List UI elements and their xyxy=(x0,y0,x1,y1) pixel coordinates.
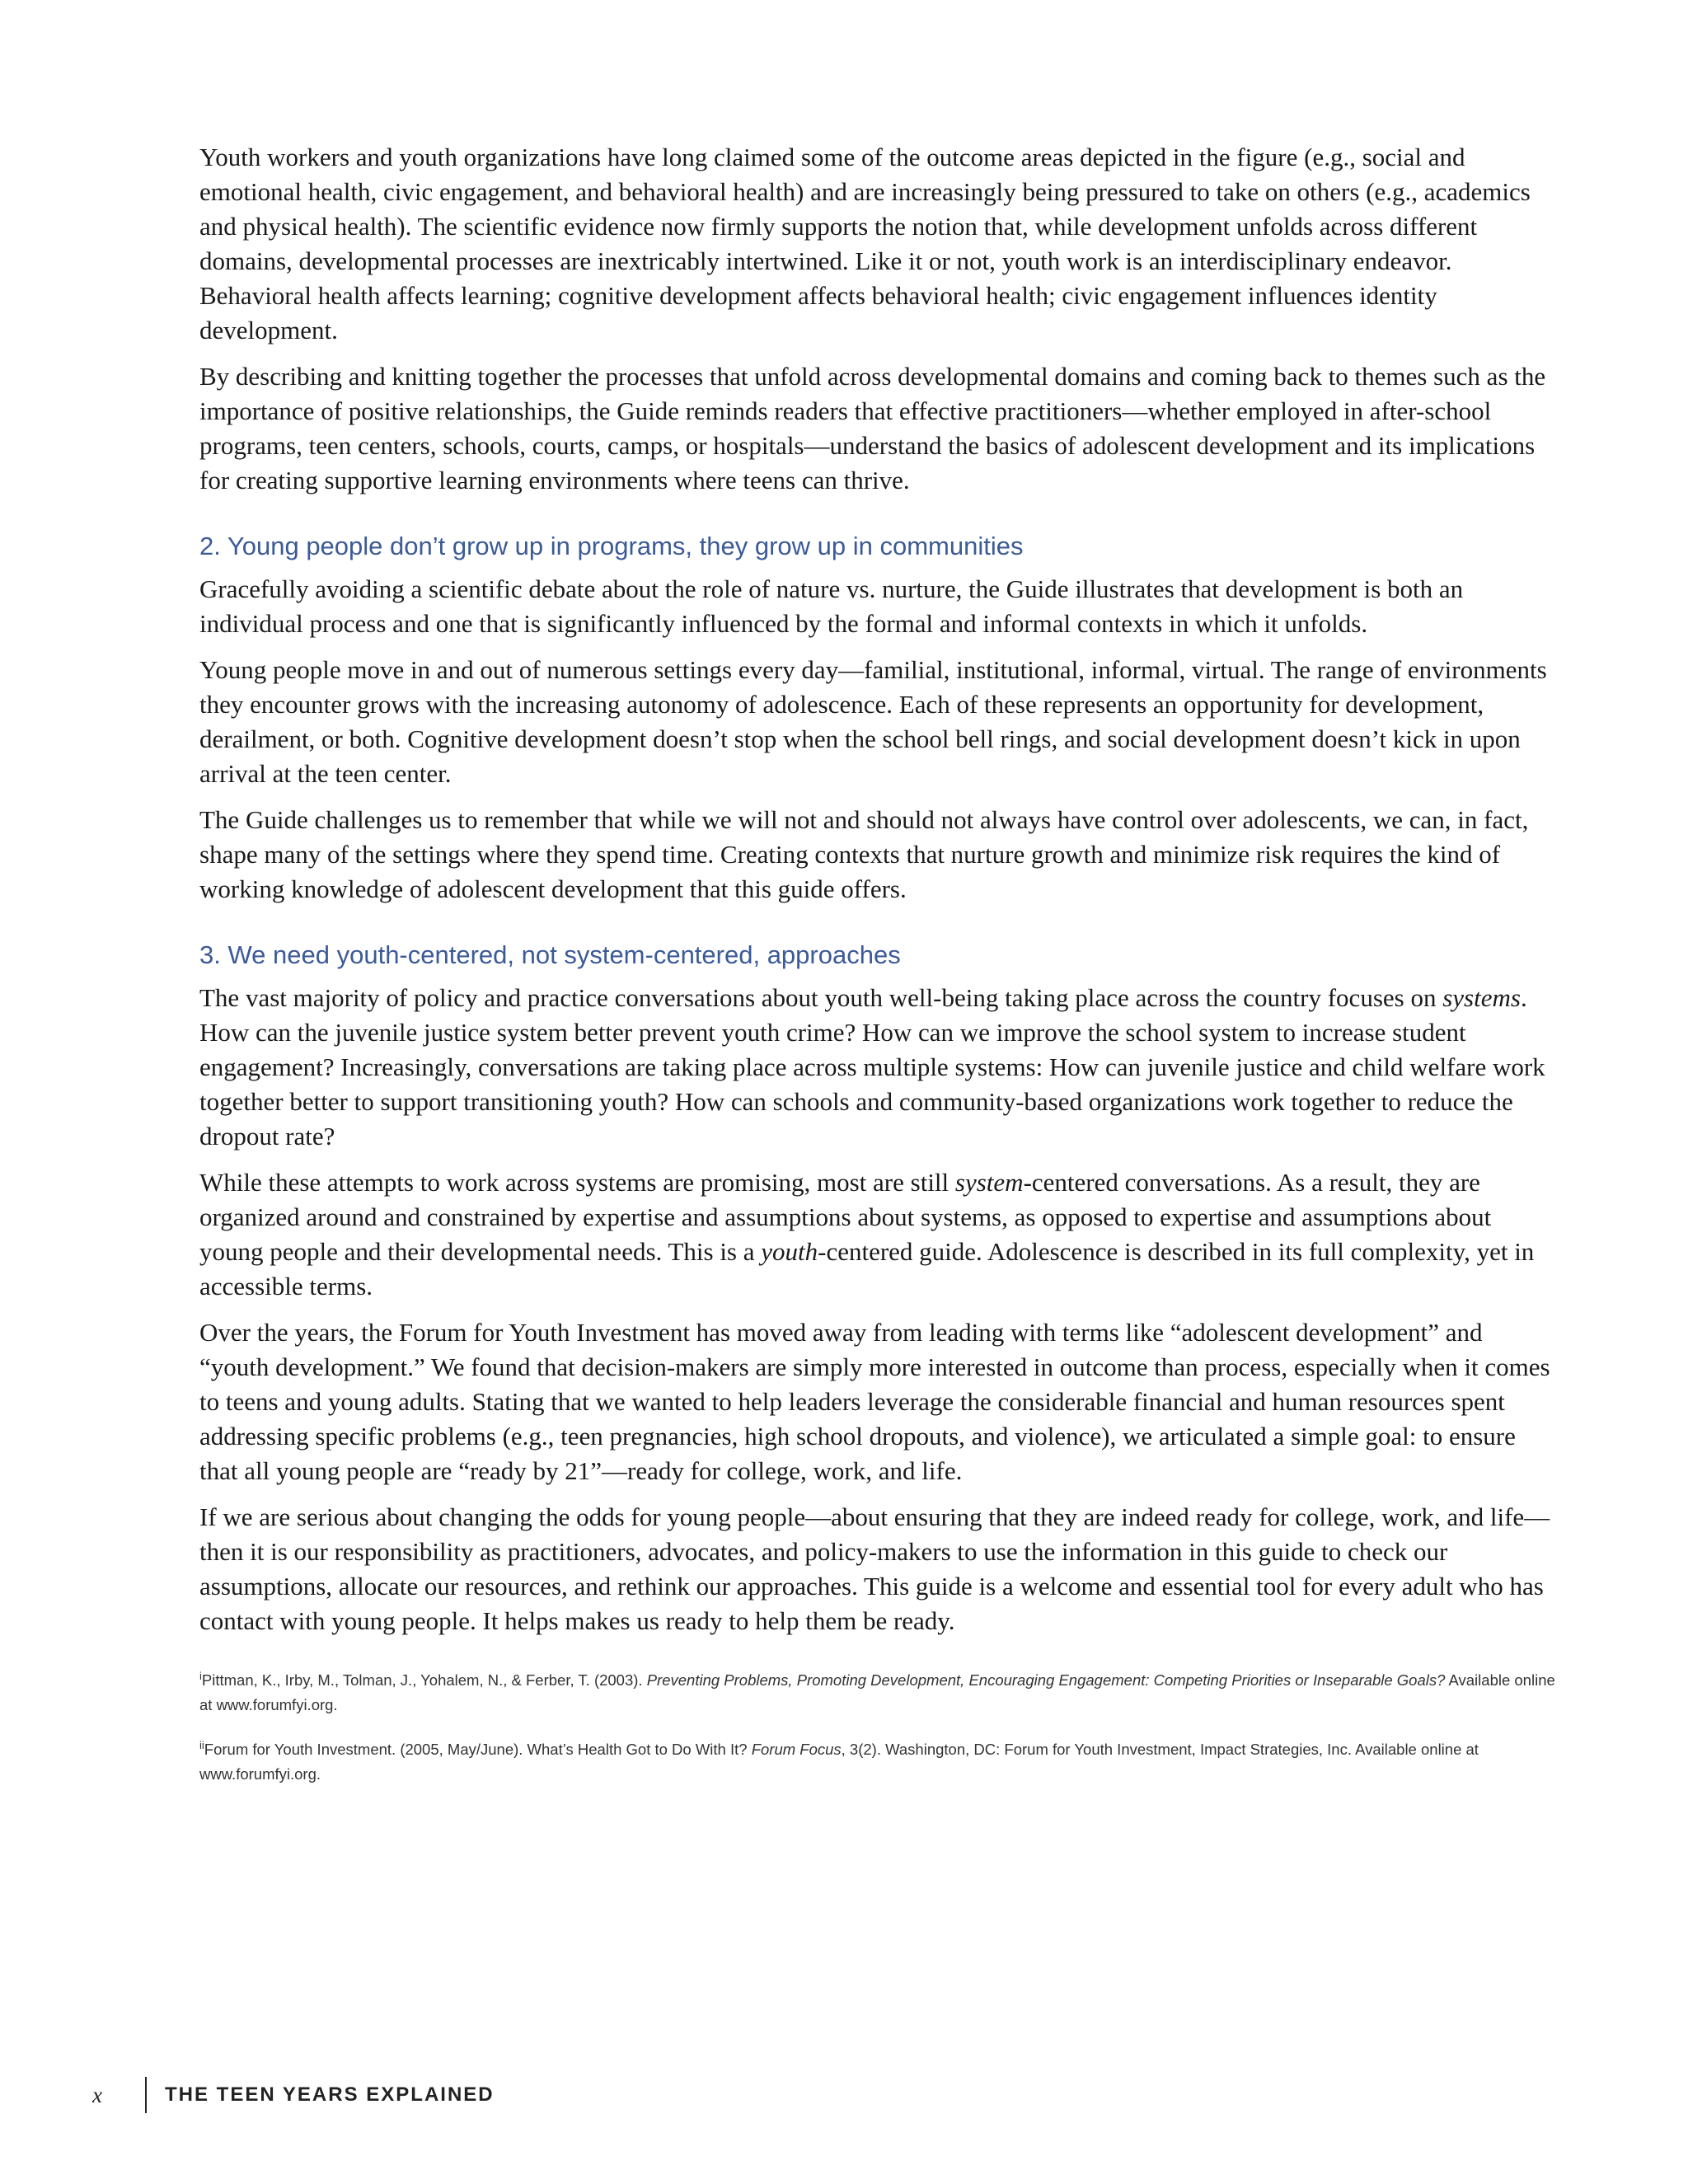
footnotes xyxy=(199,1668,1555,1787)
footer-divider xyxy=(145,2077,147,2113)
section-3-paragraph-4: If we are serious about changing the odds for young people—about ensuring that they are indeed ready for college, work, and life—then it is our responsibility as practitioners, advocates, and policy-makers to use the information in this guide to check our assumptions, allocate our resources, and rethink our approaches. This guide is a welcome and essential tool for every adult who has contact with young people. It helps makes us ready to help them be ready. xyxy=(199,1502,1550,1635)
intro-paragraph-1: Youth workers and youth organizations have long claimed some of the outcome areas depicted in the figure (e.g., social and emotional health, civic engagement, and behavioral health) and are increasingly being pressured to take on others (e.g., academics and physical health). The scientific evidence now firmly supports the notion that, while development unfolds across different domains, developmental processes are inextricably intertwined. Like it or not, youth work is an interdisciplinary endeavor. Behavioral health affects learning; cognitive development affects behavioral health; civic engagement influences identity development. xyxy=(199,143,1531,344)
footnote-2: $^{ii}$Forum for Youth Investment. (2005, May/June). What’s Health Got to Do With It? Forum Focus, 3(2). Washington, DC: Forum for Youth Investment, Impact Strategies, Inc. Available online at www.forumfyi.org. xyxy=(199,1739,1479,1783)
section-2-paragraph-1: Gracefully avoiding a scientific debate about the role of nature vs. nurture, the Guide illustrates that development is both an individual process and one that is significantly influenced by the formal and informal contexts in which it unfolds. xyxy=(199,574,1464,638)
page-body xyxy=(199,140,1555,1807)
page-number: x xyxy=(92,2082,102,2107)
footnote-marker: i xyxy=(199,1670,202,1682)
footnote-marker: ii xyxy=(199,1739,204,1751)
running-title: THE TEEN YEARS EXPLAINED xyxy=(165,2083,495,2106)
page-footer xyxy=(92,2077,495,2113)
section-3-paragraph-3: Over the years, the Forum for Youth Investment has moved away from leading with terms like “adolescent development” and “youth development.” We found that decision-makers are simply more interested in outcome than process, especially when it comes to teens and young adults. Stating that we wanted to help leaders leverage the considerable financial and human resources spent addressing specific problems (e.g., teen pregnancies, high school dropouts, and violence), we articulated a simple goal: to ensure that all young people are “ready by 21”—ready for college, work, and life. xyxy=(199,1318,1550,1485)
section-3-heading: 3. We need youth-centered, not system-centered, approaches xyxy=(199,940,901,969)
section-3-paragraph-2: While these attempts to work across systems are promising, most are still system-centered conversations. As a result, they are organized around and constrained by expertise and assumptions about systems, as opposed to expertise and assumptions about young people and their developmental needs. This is a youth-centered guide. Adolescence is described in its full complexity, yet in accessible terms. xyxy=(199,1168,1535,1301)
section-2-paragraph-2: Young people move in and out of numerous settings every day—familial, institutional, informal, virtual. The range of environments they encounter grows with the increasing autonomy of adolescence. Each of these represents an opportunity for development, derailment, or both. Cognitive development doesn’t stop when the school bell rings, and social development doesn’t kick in upon arrival at the teen center. xyxy=(199,655,1547,788)
section-3-paragraph-1: The vast majority of policy and practice conversations about youth well-being taking place across the country focuses on systems. How can the juvenile justice system better prevent youth crime? How can we improve the school system to increase student engagement? Increasingly, conversations are taking place across multiple systems: How can juvenile justice and child welfare work together better to support transitioning youth? How can schools and community-based organizations work together to reduce the dropout rate? xyxy=(199,983,1545,1151)
section-2-heading: 2. Young people don’t grow up in programs, they grow up in communities xyxy=(199,532,1024,560)
intro-paragraph-2: By describing and knitting together the processes that unfold across developmental domains and coming back to themes such as the importance of positive relationships, the Guide reminds readers that effective practitioners—whether employed in after-school programs, teen centers, schools, courts, camps, or hospitals—understand the basics of adolescent development and its implications for creating supportive learning environments where teens can thrive. xyxy=(199,362,1546,494)
footnote-1: $^i$Pittman, K., Irby, M., Tolman, J., Yohalem, N., & Ferber, T. (2003). Preventing Problems, Promoting Development, Encouraging Engagement: Competing Priorities or Inseparable Goals? Available online at www.forumfyi.org. xyxy=(199,1670,1555,1713)
section-2-paragraph-3: The Guide challenges us to remember that while we will not and should not always have control over adolescents, we can, in fact, shape many of the settings where they spend time. Creating contexts that nurture growth and minimize risk requires the kind of working knowledge of adolescent development that this guide offers. xyxy=(199,805,1529,903)
